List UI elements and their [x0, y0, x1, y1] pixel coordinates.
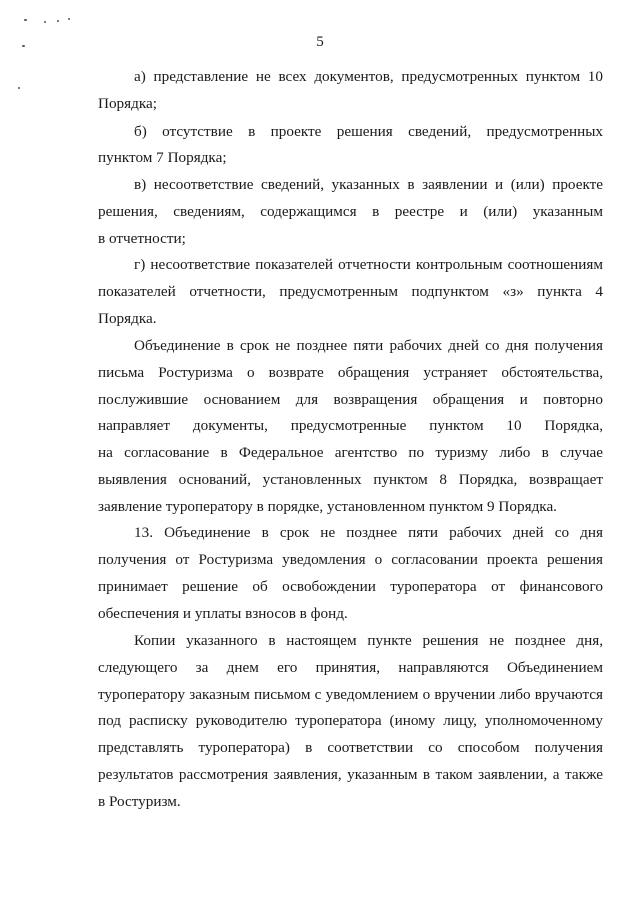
- text-line: туроператору заказным письмом с уведомлением о вручении либо вручаются: [98, 686, 603, 703]
- text-line: в отчетности;: [98, 230, 186, 247]
- text-line: выявления оснований, установленных пунктом 8 Порядка, возвращает: [98, 471, 603, 488]
- text-line: следующего за днем его принятия, направляются Объединением: [98, 659, 603, 676]
- scan-speck: [24, 19, 27, 21]
- text-line: решения, сведениям, содержащимся в реестре и (или) указанным: [98, 203, 603, 220]
- text-line: Копии указанного в настоящем пункте решения не позднее дня,: [134, 632, 603, 649]
- text-line: под расписку руководителю туроператора (иному лицу, уполномоченному: [98, 712, 603, 729]
- text-line: а) представление не всех документов, предусмотренных пунктом 10: [134, 68, 603, 85]
- scan-speck: [18, 87, 20, 89]
- text-line: заявление туроператору в порядке, установленном пунктом 9 Порядка.: [98, 498, 557, 515]
- text-line: обеспечения и уплаты взносов в фонд.: [98, 605, 348, 622]
- text-line: г) несоответствие показателей отчетности контрольным соотношениям: [134, 256, 603, 273]
- text-line: пунктом 7 Порядка;: [98, 149, 227, 166]
- scan-speck: [57, 20, 59, 22]
- text-line: показателей отчетности, предусмотренным подпунктом «з» пункта 4: [98, 283, 603, 300]
- text-line: 13. Объединение в срок не позднее пяти рабочих дней со дня: [134, 524, 603, 541]
- text-line: письма Ростуризма о возврате обращения устраняет обстоятельства,: [98, 364, 603, 381]
- text-line: в Ростуризм.: [98, 793, 181, 810]
- text-line: представлять туроператора) в соответствии со способом получения: [98, 739, 603, 756]
- page-number: 5: [316, 34, 324, 50]
- text-line: в) несоответствие сведений, указанных в заявлении и (или) проекте: [134, 176, 603, 193]
- text-line: Порядка.: [98, 310, 157, 327]
- text-line: на согласование в Федеральное агентство по туризму либо в случае: [98, 444, 603, 461]
- text-line: направляет документы, предусмотренные пунктом 10 Порядка,: [98, 417, 603, 434]
- text-line: принимает решение об освобождении туроператора от финансового: [98, 578, 603, 595]
- text-line: послужившие основанием для возвращения обращения и повторно: [98, 391, 603, 408]
- text-line: Порядка;: [98, 95, 157, 112]
- text-line: результатов рассмотрения заявления, указанным в таком заявлении, а также: [98, 766, 603, 783]
- text-line: б) отсутствие в проекте решения сведений, предусмотренных: [134, 123, 603, 140]
- scan-speck: [44, 21, 46, 23]
- text-line: получения от Ростуризма уведомления о согласовании проекта решения: [98, 551, 603, 568]
- text-line: Объединение в срок не позднее пяти рабочих дней со дня получения: [134, 337, 603, 354]
- scan-speck: [68, 18, 70, 20]
